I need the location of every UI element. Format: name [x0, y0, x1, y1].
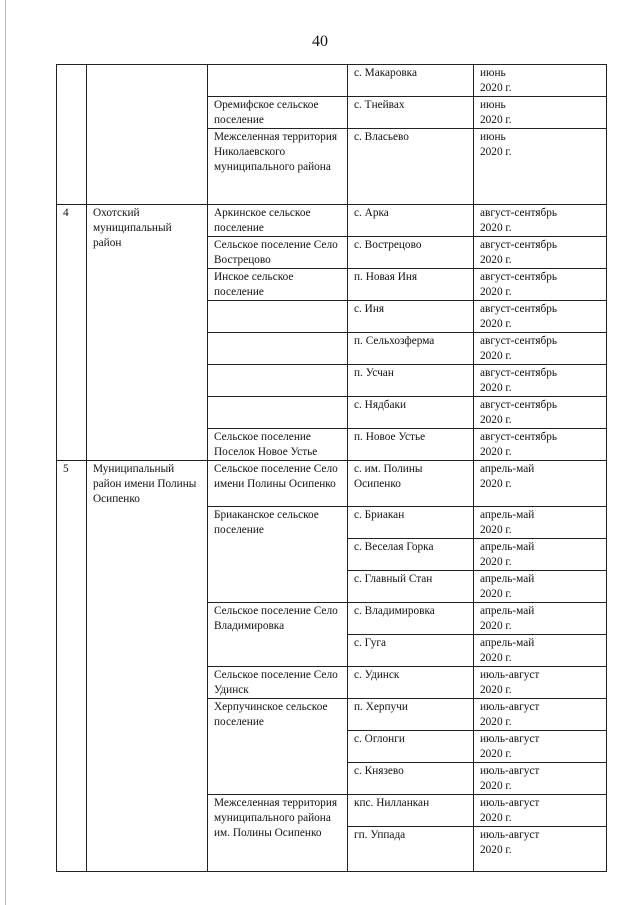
period-cell: август-сентябрь 2020 г.	[474, 397, 607, 429]
locality-cell: с. Вострецово	[348, 237, 474, 269]
page-number: 40	[312, 33, 328, 50]
period-cell: июнь 2020 г.	[474, 129, 607, 205]
locality-cell: с. Удинск	[348, 667, 474, 699]
period-cell: август-сентябрь 2020 г.	[474, 237, 607, 269]
district-cell: Муниципальный район имени Полины Осипенко	[87, 461, 208, 872]
settlement-cell: Инское сельское поселение	[208, 269, 348, 301]
settlement-cell: Оремифское сельское поселение	[208, 97, 348, 129]
period-cell: июнь 2020 г.	[474, 97, 607, 129]
locality-cell: с. Нядбаки	[348, 397, 474, 429]
row-number-cell: 5	[57, 461, 87, 872]
locality-cell: п. Херпучи	[348, 699, 474, 731]
locality-cell: с. Владимировка	[348, 603, 474, 635]
locality-cell: п. Новая Иня	[348, 269, 474, 301]
settlement-cell: Межселенная территория муниципального района им. Полины Осипенко	[208, 795, 348, 872]
settlement-schedule-table	[56, 64, 607, 872]
period-cell: август-сентябрь 2020 г.	[474, 429, 607, 461]
scan-edge-line	[5, 0, 6, 905]
settlement-cell	[208, 333, 348, 365]
locality-cell: с. Арка	[348, 205, 474, 237]
period-cell: апрель-май 2020 г.	[474, 603, 607, 635]
locality-cell: с. Власьево	[348, 129, 474, 205]
locality-cell: п. Новое Устье	[348, 429, 474, 461]
district-cell: Охотский муниципальный район	[87, 205, 208, 461]
settlement-cell: Сельское поселение Поселок Новое Устье	[208, 429, 348, 461]
period-cell: июль-август 2020 г.	[474, 827, 607, 872]
period-cell: апрель-май 2020 г.	[474, 461, 607, 507]
table-row	[57, 461, 607, 507]
settlement-cell: Аркинское сельское поселение	[208, 205, 348, 237]
locality-cell: с. Тнейвах	[348, 97, 474, 129]
locality-cell: с. Иня	[348, 301, 474, 333]
table-row	[57, 205, 607, 237]
period-cell: июль-август 2020 г.	[474, 699, 607, 731]
locality-cell: с. Князево	[348, 763, 474, 795]
locality-cell: кпс. Нилланкан	[348, 795, 474, 827]
period-cell: июль-август 2020 г.	[474, 763, 607, 795]
period-cell: апрель-май 2020 г.	[474, 571, 607, 603]
settlement-cell: Сельское поселение Село Удинск	[208, 667, 348, 699]
district-cell	[87, 65, 208, 205]
settlement-cell	[208, 301, 348, 333]
period-cell: август-сентябрь 2020 г.	[474, 333, 607, 365]
row-number-cell: 4	[57, 205, 87, 461]
table-row	[57, 65, 607, 97]
settlement-cell: Бриаканское сельское поселение	[208, 507, 348, 603]
period-cell: апрель-май 2020 г.	[474, 635, 607, 667]
period-cell: август-сентябрь 2020 г.	[474, 269, 607, 301]
period-cell: июль-август 2020 г.	[474, 667, 607, 699]
locality-cell: гп. Уппада	[348, 827, 474, 872]
settlement-cell	[208, 365, 348, 397]
locality-cell: п. Сельхозферма	[348, 333, 474, 365]
settlement-cell: Сельское поселение Село имени Полины Осипенко	[208, 461, 348, 507]
period-cell: август-сентябрь 2020 г.	[474, 365, 607, 397]
settlement-cell: Межселенная территория Николаевского муниципального района	[208, 129, 348, 205]
settlement-cell	[208, 65, 348, 97]
row-number-cell	[57, 65, 87, 205]
period-cell: апрель-май 2020 г.	[474, 539, 607, 571]
locality-cell: с. Веселая Горка	[348, 539, 474, 571]
settlement-cell: Сельское поселение Село Вострецово	[208, 237, 348, 269]
locality-cell: с. Оглонги	[348, 731, 474, 763]
locality-cell: с. Макаровка	[348, 65, 474, 97]
period-cell: июль-август 2020 г.	[474, 795, 607, 827]
period-cell: июнь 2020 г.	[474, 65, 607, 97]
settlement-cell	[208, 397, 348, 429]
locality-cell: с. Главный Стан	[348, 571, 474, 603]
period-cell: июль-август 2020 г.	[474, 731, 607, 763]
locality-cell: с. Бриакан	[348, 507, 474, 539]
settlement-cell: Сельское поселение Село Владимировка	[208, 603, 348, 667]
locality-cell: п. Усчан	[348, 365, 474, 397]
period-cell: апрель-май 2020 г.	[474, 507, 607, 539]
settlement-cell: Херпучинское сельское поселение	[208, 699, 348, 795]
locality-cell: с. им. Полины Осипенко	[348, 461, 474, 507]
locality-cell: с. Гуга	[348, 635, 474, 667]
period-cell: август-сентябрь 2020 г.	[474, 205, 607, 237]
period-cell: август-сентябрь 2020 г.	[474, 301, 607, 333]
